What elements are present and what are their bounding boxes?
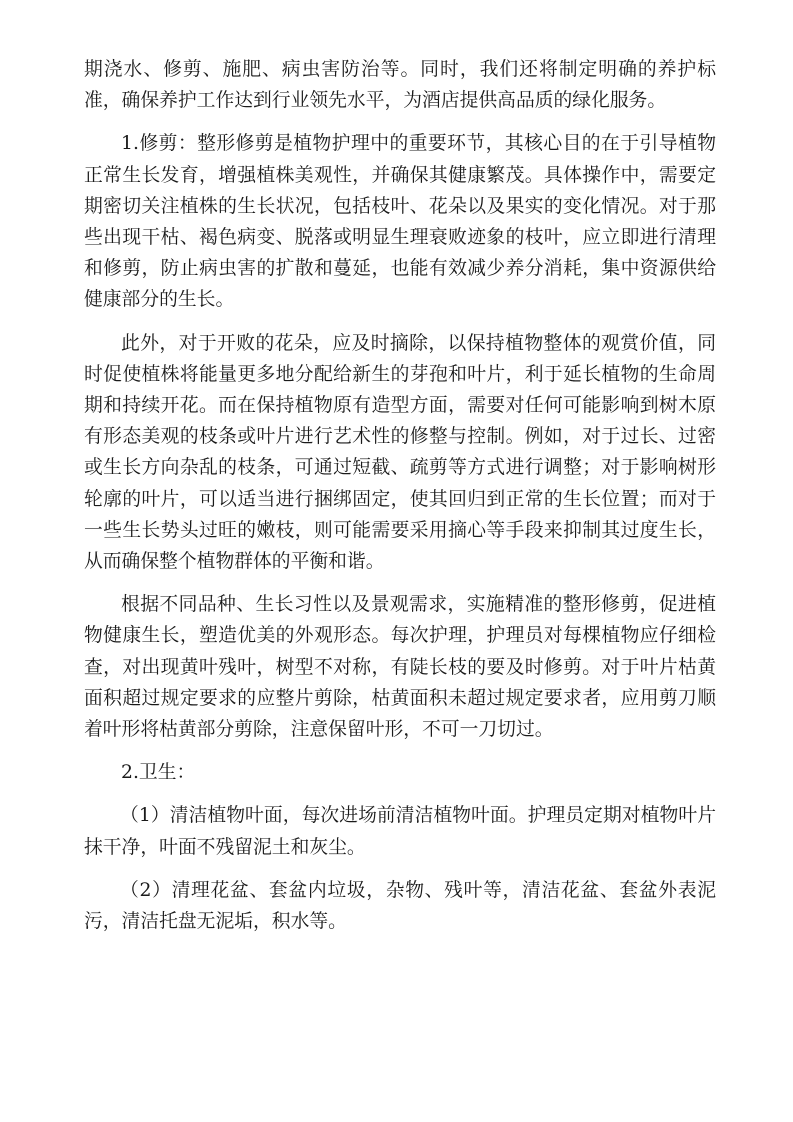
paragraph-pruning: 1.修剪：整形修剪是植物护理中的重要环节，其核心目的在于引导植物正常生长发育，增强植株美观性，并确保其健康繁茂。具体操作中，需要定期密切关注植株的生长状况，包括枝叶、花朵以及果实的变化情况。对于那些出现干枯、褐色病变、脱落或明显生理衰败迹象的枝叶，应立即进行清理和修剪，防止病虫害的扩散和蔓延，也能有效减少养分消耗，集中资源供给健康部分的生长。 <box>84 133 716 311</box>
paragraph-leaf-cleaning: （1）清洁植物叶面，每次进场前清洁植物叶面。护理员定期对植物叶片抹干净，叶面不残留泥土和灰尘。 <box>84 805 716 858</box>
heading-hygiene: 2.卫生： <box>121 762 196 784</box>
paragraph-watering-standards: 期浇水、修剪、施肥、病虫害防治等。同时，我们还将制定明确的养护标准，确保养护工作达到行业领先水平，为酒店提供高品质的绿化服务。 <box>84 59 716 112</box>
document-page <box>84 54 716 949</box>
paragraph-pruning-details: 此外，对于开败的花朵，应及时摘除，以保持植物整体的观赏价值，同时促使植株将能量更多地分配给新生的芽孢和叶片，利于延长植物的生命周期和持续开花。而在保持植物原有造型方面，需要对任何可能影响到树木原有形态美观的枝条或叶片进行艺术性的修整与控制。例如，对于过长、过密或生长方向杂乱的枝条，可通过短截、疏剪等方式进行调整；对于影响树形轮廓的叶片，可以适当进行捆绑固定，使其回归到正常的生长位置；而对于一些生长势头过旺的嫩枝，则可能需要采用摘心等手段来抑制其过度生长，从而确保整个植物群体的平衡和谐。 <box>84 332 716 573</box>
paragraph-precision-pruning: 根据不同品种、生长习性以及景观需求，实施精准的整形修剪，促进植物健康生长，塑造优美的外观形态。每次护理，护理员对每棵植物应仔细检查，对出现黄叶残叶，树型不对称，有陡长枝的要及时修剪。对于叶片枯黄面积超过规定要求的应整片剪除，枯黄面积未超过规定要求者，应用剪刀顺着叶形将枯黄部分剪除，注意保留叶形，不可一刀切过。 <box>84 594 716 741</box>
paragraph-pot-cleaning: （2）清理花盆、套盆内垃圾，杂物、残叶等，清洁花盆、套盆外表泥污，清洁托盘无泥垢，积水等。 <box>84 879 716 933</box>
